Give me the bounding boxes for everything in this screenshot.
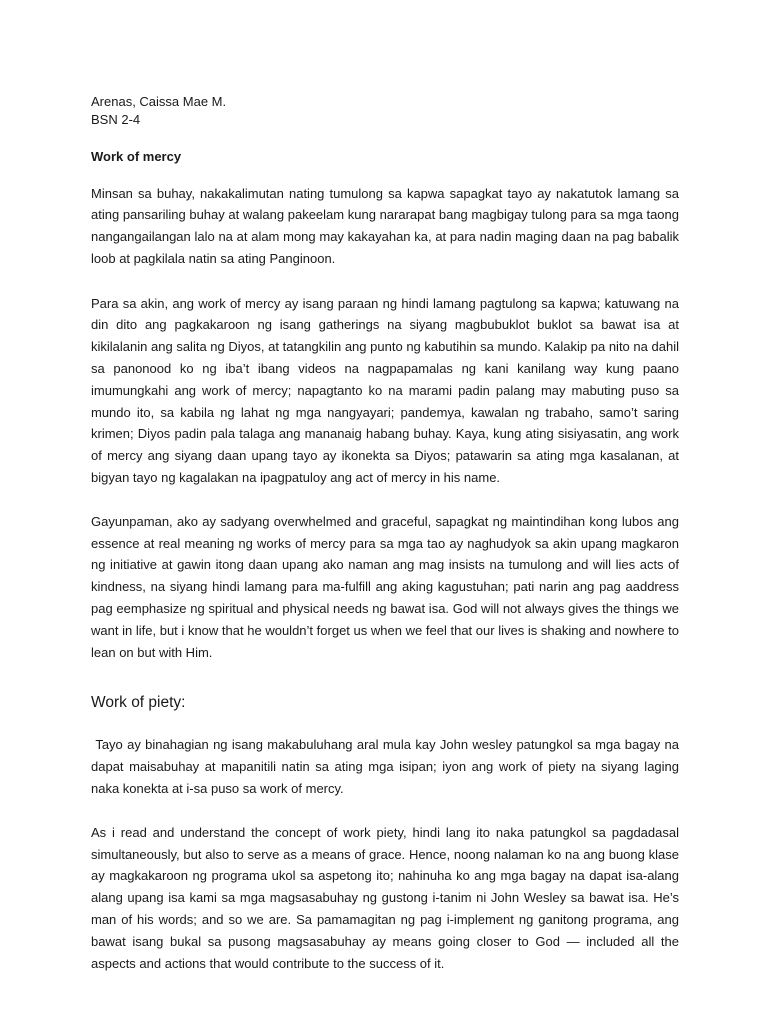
heading-piety-colon: : [181,694,186,712]
piety-paragraph-1: Tayo ay binahagian ng isang makabuluhang aral mula kay John wesley patungkol sa mga bagay na dapat maisabuhay at mapanitili natin sa ating mga isipan; iyon ang work of piety na siyang laging naka konekta at i-sa puso sa work of mercy. [91,737,683,797]
class-section: BSN 2-4 [91,111,141,127]
heading-work-of-piety [91,693,679,713]
heading-piety-text: Work of piety [91,694,182,712]
heading-work-of-mercy: Work of mercy [91,149,182,164]
mercy-paragraph-2: Para sa akin, ang work of mercy ay isang paraan ng hindi lamang pagtulong sa kapwa; katuwang na din dito ang pagkakaroon ng isang gatherings na siyang magbubuklot buklot sa bawat isa at kikilalanin ang salita ng Diyos, at tatangkilin ang punto ng kabutihin sa mundo. Kalakip pa nito na dahil sa panonood ko ng iba’t ibang videos na nagpapamalas ng kani kanilang way kung paano imumungkahi ang work of mercy; napagtanto ko na marami padin palang may mabuting puso sa mundo ito, sa kabila ng lahat ng mga nangyayari; pandemya, kawalan ng trabaho, samo’t saring krimen; Diyos padin pala talaga ang mananaig habang buhay. Kaya, kung ating sisiyasatin, ang work of mercy ang siyang daan upang tayo ay ikonekta sa Diyos; patawarin sa ating mga kasalanan, at bigyan tayo ng kagalakan na ipagpatuloy ang act of mercy in his name. [91,295,679,486]
author-name: Arenas, Caissa Mae M. [91,94,227,109]
piety-paragraph-2: As i read and understand the concept of work piety, hindi lang ito naka patungkol sa pagdadasal simultaneously, but also to serve as a means of grace. Hence, noong nalaman ko na ang buong klase ay magkakaroon ng programa ukol sa aspetong ito; nahinuha ko ang mga bagay na dapat isa-alang alang upang isa kami sa mga magsasabuhay ng gustong i-tanim ni John Wesley sa bawat isa. He’s man of his words; and so we are. Sa pamamagitan ng pag i-implement ng ganitong programa, ang bawat isang bukal sa pusong magsasabuhay ay means going closer to God — included all the aspects and actions that would contribute to the success of it. [91,824,679,971]
document-page [91,93,683,974]
mercy-paragraph-1: Minsan sa buhay, nakakalimutan nating tumulong sa kapwa sapagkat tayo ay nakatutok lamang sa ating pansariling buhay at walang pakeelam kung nararapat bang magbigay tulong para sa mga taong nangangailangan lalo na at alam mong may kakayahan ka, at para nadin maging daan na pag babalik loob at pagkilala natin sa ating Panginoon. [91,185,679,266]
mercy-paragraph-3: Gayunpaman, ako ay sadyang overwhelmed and graceful, sapagkat ng maintindihan kong lubos ang essence at real meaning ng works of mercy para sa mga tao ay naghudyok sa akin upang magkaron ng initiative at gawin itong daan upang ako naman ang mag insists na tumulong and will lies acts of kindness, na siyang hindi lamang para ma-fulfill ang aking kagustuhan; pati narin ang pag aaddress pag eemphasize ng spiritual and physical needs ng bawat isa. God will not always gives the things we want in life, but i know that he wouldn’t forget us when we feel that our lives is shaking and nowhere to lean on but with Him. [91,513,679,660]
